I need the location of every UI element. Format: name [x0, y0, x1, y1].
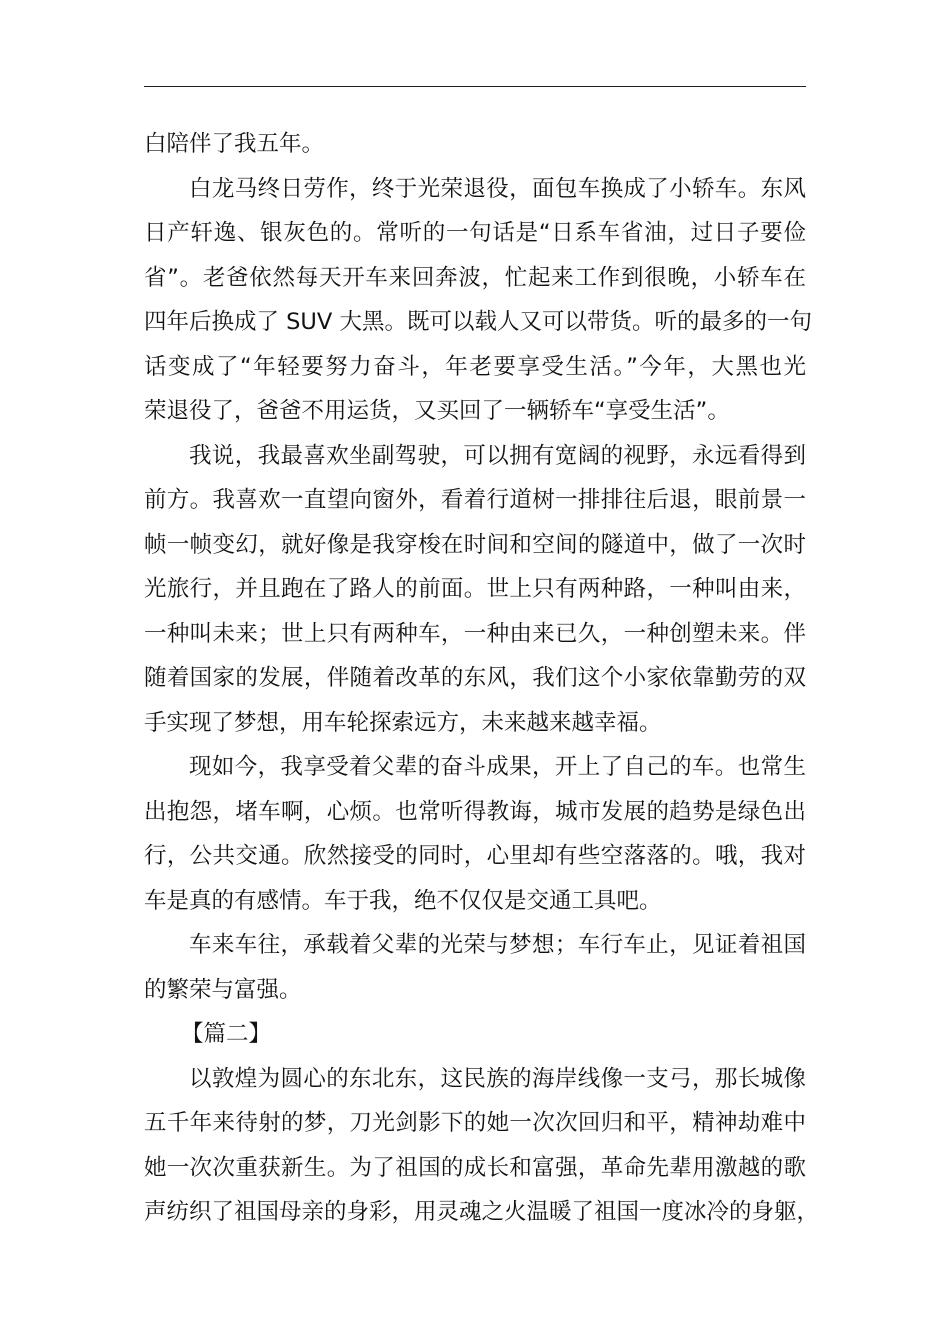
text-line: 前方。我喜欢一直望向窗外，看着行道树一排排往后退，眼前景一 — [144, 487, 806, 513]
text-line: 白陪伴了我五年。 — [144, 131, 325, 157]
text-line: 车是真的有感情。车于我，绝不仅仅是交通工具吧。 — [144, 887, 662, 914]
text-line: 现如今，我享受着父辈的奋斗成果，开上了自己的车。也常生 — [189, 754, 806, 780]
text-line: 以敦煌为圆心的东北东，这民族的海岸线像一支弓，那长城像 — [189, 1065, 806, 1092]
header-rule — [144, 86, 806, 87]
text-line: 行，公共交通。欣然接受的同时，心里却有些空落落的。哦，我对 — [144, 843, 806, 869]
text-line: 声纺织了祖国母亲的身彩，用灵魂之火温暖了祖国一度冰冷的身躯， — [144, 1199, 820, 1225]
text-line: 荣退役了，爸爸不用运货，又买回了一辆轿车“享受生活”。 — [144, 398, 730, 424]
text-line: 日产轩逸、银灰色的。常听的一句话是“日系车省油，过日子要俭 — [144, 220, 806, 246]
text-line: 白龙马终日劳作，终于光荣退役，面包车换成了小轿车。东风 — [189, 175, 806, 202]
text-line: 她一次次重获新生。为了祖国的成长和富强，革命先辈用激越的歌 — [144, 1154, 806, 1181]
text-line: 车来车往，承载着父辈的光荣与梦想；车行车止，见证着祖国 — [189, 932, 806, 958]
text-line: 的繁荣与富强。 — [144, 976, 302, 1003]
text-line: 四年后换成了 SUV 大黑。既可以载人又可以带货。听的最多的一句 — [144, 309, 812, 335]
text-line: 我说，我最喜欢坐副驾驶，可以拥有宽阔的视野，永远看得到 — [189, 442, 806, 469]
text-line: 帧一帧变幻，就好像是我穿梭在时间和空间的隧道中，做了一次时 — [144, 531, 806, 558]
text-line: 一种叫未来；世上只有两种车，一种由来已久，一种创塑未来。伴 — [144, 620, 806, 647]
text-line: 五千年来待射的梦，刀光剑影下的她一次次回归和平，精神劫难中 — [144, 1110, 806, 1136]
text-line: 随着国家的发展，伴随着改革的东风，我们这个小家依靠勤劳的双 — [144, 665, 806, 691]
text-line: 话变成了“年轻要努力奋斗，年老要享受生活。”今年，大黑也光 — [144, 353, 806, 380]
text-line: 手实现了梦想，用车轮探索远方，未来越来越幸福。 — [144, 709, 662, 736]
section-heading: 【篇二】 — [181, 1021, 272, 1047]
text-line: 光旅行，并且跑在了路人的前面。世上只有两种路，一种叫由来， — [144, 576, 806, 602]
text-line: 省”。老爸依然每天开车来回奔波，忙起来工作到很晚，小轿车在 — [144, 264, 806, 291]
body-text — [144, 122, 820, 1235]
text-line: 出抱怨，堵车啊，心烦。也常听得教诲，城市发展的趋势是绿色出 — [144, 798, 806, 825]
